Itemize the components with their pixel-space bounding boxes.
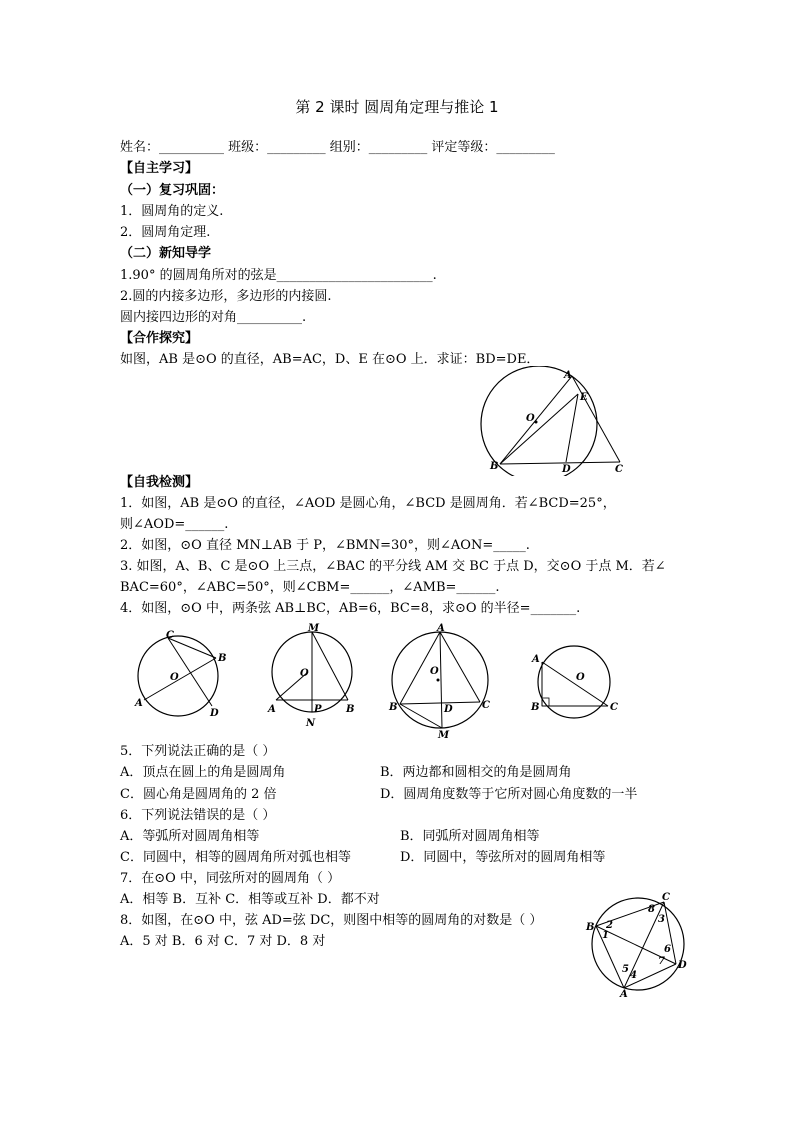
angle-5: 5 [622, 964, 629, 975]
question-4: 4．如图，⊙O 中，两条弦 AB⊥BC，AB=6，BC=8，求⊙O 的半径=_______. [120, 601, 581, 616]
figure-8 [584, 890, 690, 998]
angle-7: 7 [658, 956, 665, 967]
coop-problem: 如图，AB 是⊙O 的直径，AB=AC，D、E 在⊙O 上．求证：BD=DE． [120, 352, 540, 367]
label-A: A [135, 698, 143, 709]
section-check: 【自我检测】 [120, 475, 199, 490]
angle-4: 4 [630, 970, 637, 981]
label-O: O [430, 666, 439, 677]
angle-2: 2 [606, 920, 613, 931]
label-N: N [306, 718, 316, 728]
label-A: A [620, 989, 628, 998]
label-O: O [170, 672, 179, 683]
section-coop: 【合作探究】 [120, 331, 199, 346]
label-P: P [314, 704, 322, 715]
label-D: D [210, 708, 219, 719]
label-B: B [389, 702, 398, 713]
question-6-option-a: A．等弧所对圆周角相等 [120, 829, 260, 844]
question-7-options: A．相等 B．互补 C．相等或互补 D．都不对 [120, 892, 380, 907]
label-M: M [308, 623, 320, 634]
question-6-option-c: C．同圆中，相等的圆周角所对弧也相等 [120, 850, 351, 865]
review-item-1: 1．圆周角的定义. [120, 204, 224, 219]
coop-figure [478, 366, 634, 476]
angle-3: 3 [658, 914, 665, 925]
label-B: B [531, 702, 540, 713]
question-5-option-b: B．两边都和圆相交的角是圆周角 [380, 765, 572, 780]
new-item-3: 圆内接四边形的对角__________. [120, 310, 307, 325]
section-self-study: 【自主学习】 [120, 161, 199, 176]
header-fields: 姓名：__________ 班级：_________ 组别：_________ 评定等级：_________ [120, 140, 555, 155]
new-item-2: 2.圆的内接多边形，多边形的内接圆. [120, 289, 332, 304]
page-title: 第 2 课时 圆周角定理与推论 1 [295, 98, 499, 116]
label-B: B [218, 653, 227, 664]
figure-4 [526, 640, 626, 736]
question-3a: 3. 如图，A、B、C 是⊙O 上三点，∠BAC 的平分线 AM 交 BC 于点 D，交⊙O 于点 M．若∠ [120, 559, 666, 574]
label-C: C [166, 630, 174, 641]
label-E: E [580, 392, 588, 403]
review-item-2: 2．圆周角定理. [120, 225, 211, 240]
label-B: B [586, 922, 595, 933]
question-5-option-c: C．圆心角是圆周角的 2 倍 [120, 787, 277, 802]
label-O: O [300, 668, 309, 679]
question-8: 8．如图，在⊙O 中，弦 AD=弦 DC，则图中相等的圆周角的对数是（ ） [120, 913, 543, 928]
label-O: O [526, 413, 535, 424]
label-D: D [444, 704, 453, 715]
label-C: C [615, 464, 623, 475]
new-item-1: 1.90° 的圆周角所对的弦是________________________. [120, 268, 437, 283]
label-D: D [562, 464, 571, 475]
question-6: 6．下列说法错误的是（ ） [120, 808, 276, 823]
question-5-option-a: A．顶点在圆上的角是圆周角 [120, 765, 286, 780]
question-6-option-b: B．同弧所对圆周角相等 [400, 829, 540, 844]
question-2: 2．如图，⊙O 直径 MN⊥AB 于 P，∠BMN=30°，则∠AON=_____. [120, 538, 530, 553]
label-A: A [437, 623, 445, 634]
question-5-option-d: D．圆周角度数等于它所对圆心角度数的一半 [380, 787, 638, 802]
label-M: M [438, 730, 450, 740]
figure-1 [130, 628, 230, 720]
label-B: B [490, 461, 499, 472]
figure-3 [384, 622, 494, 740]
question-3b: BAC=60°，∠ABC=50°，则∠CBM=______，∠AMB=______. [120, 580, 500, 595]
label-B: B [346, 704, 355, 715]
subsection-review: （一）复习巩固： [120, 183, 225, 198]
label-A: A [268, 704, 276, 715]
label-C: C [482, 700, 490, 711]
question-8-options: A．5 对 B．6 对 C．7 对 D．8 对 [120, 934, 326, 949]
label-C: C [662, 892, 670, 903]
question-6-option-d: D．同圆中，等弦所对的圆周角相等 [400, 850, 606, 865]
question-1a: 1．如图，AB 是⊙O 的直径，∠AOD 是圆心角，∠BCD 是圆周角．若∠BCD=25°， [120, 496, 616, 511]
figure-2 [264, 622, 364, 728]
label-A: A [564, 370, 572, 381]
angle-8: 8 [648, 904, 655, 915]
subsection-new: （二）新知导学 [120, 246, 212, 261]
label-A: A [532, 654, 540, 665]
angle-1: 1 [602, 930, 609, 941]
label-D: D [678, 960, 687, 971]
question-7: 7．在⊙O 中，同弦所对的圆周角（ ） [120, 871, 341, 886]
angle-6: 6 [664, 944, 671, 955]
label-C: C [610, 702, 618, 713]
question-5: 5．下列说法正确的是（ ） [120, 744, 276, 759]
question-1b: 则∠AOD=______. [120, 517, 229, 532]
label-O: O [576, 672, 585, 683]
